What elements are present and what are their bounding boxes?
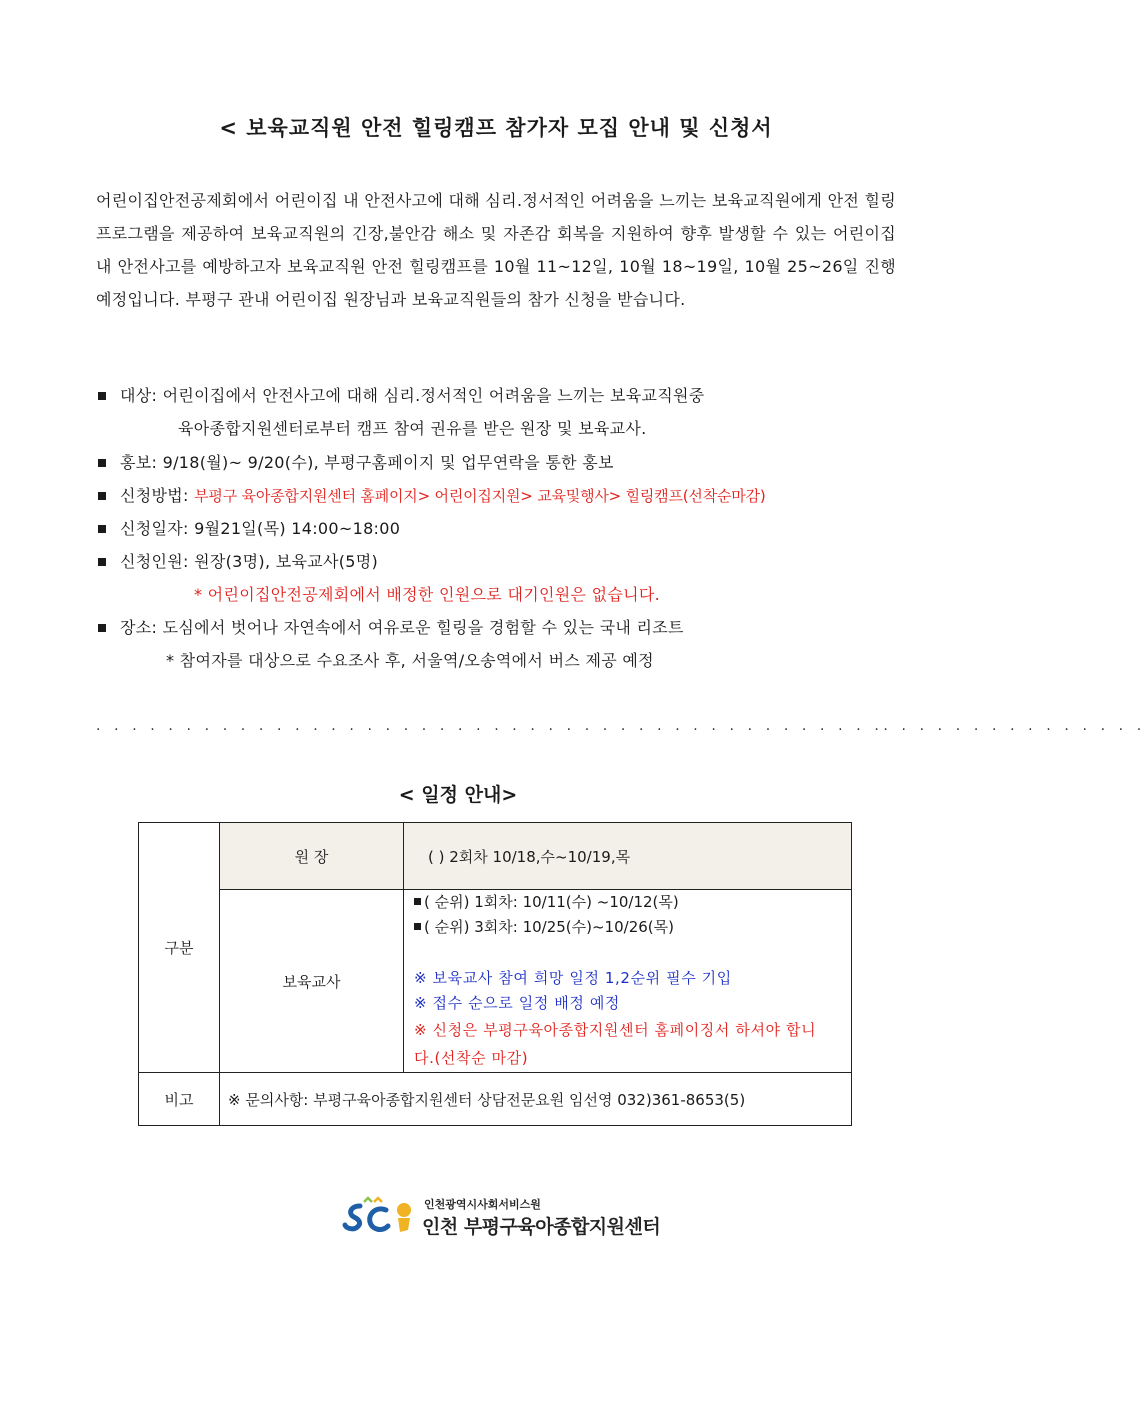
teacher-label: 보육교사 [220,890,404,1073]
schedule-title: < 일정 안내> [398,784,518,806]
remark-text: ※ 문의사항: 부평구육아종합지원센터 상담전문요원 임선영 032)361-8653(5) [220,1073,852,1126]
note-order: ※ 접수 순으로 일정 배정 예정 [414,994,620,1012]
category-cell: 구분 [139,823,220,1073]
teacher-option-2: ( 순위) 3회차: 10/25(수)~10/26(목) [414,915,831,940]
teacher-options-cell [404,890,852,1073]
info-date [96,518,896,540]
teacher-option-1: ( 순위) 1회차: 10/11(수) ~10/12(목) [414,890,831,915]
info-target [96,385,896,407]
people-text: 원장(3명), 보육교사(5명) [194,552,379,571]
checkbox-square-icon [414,898,421,905]
checkbox-square-icon [414,923,421,930]
promo-text: 9/18(월)~ 9/20(수), 부평구홈페이지 및 업무연락을 통한 홍보 [162,453,614,472]
bullet-icon [98,392,106,400]
center-logo [342,1192,662,1242]
director-value: ( ) 2회차 10/18,수~10/19,목 [404,823,852,890]
bullet-icon [98,525,106,533]
bullet-icon [98,492,106,500]
method-label: 신청방법: [120,486,189,505]
dotted-divider: . . . . . . . . . . . . . . . . . . . . . . . . . . . . . . . . . . . . . . . . . . . .. . . . . . . . . . . . . . . [96,718,1146,734]
people-note: * 어린이집안전공제회에서 배정한 인원으로 대기인원은 없습니다. [194,585,661,604]
bullet-icon [98,459,106,467]
note-apply: ※ 신청은 부평구육아종합지원센터 홈페이징서 하셔야 합니다.(선착순 마감) [414,1021,817,1067]
place-label: 장소: [120,618,158,637]
info-promo [96,452,896,474]
info-place [96,617,896,639]
method-text: 부평구 육아종합지원센터 홈페이지> 어린이집지원> 교육및행사> 힐링캠프(선착순마감) [194,487,766,505]
promo-label: 홍보: [120,453,158,472]
info-method [96,485,896,507]
director-label: 원 장 [220,823,404,890]
target-text: 어린이집에서 안전사고에 대해 심리.정서적인 어려움을 느끼는 보육교직원중 [162,386,705,405]
place-note: * 참여자를 대상으로 수요조사 후, 서울역/오송역에서 버스 제공 예정 [166,651,654,670]
note-priority: ※ 보육교사 참여 희망 일정 1,2순위 필수 기입 [414,969,732,987]
schedule-table [138,822,852,1126]
place-text: 도심에서 벗어나 자연속에서 여유로운 힐링을 경험할 수 있는 국내 리조트 [162,618,684,637]
logo-org-main: 인천 부평구육아종합지원센터 [422,1216,661,1238]
date-text: 9월21일(목) 14:00~18:00 [194,519,401,538]
logo-org-small: 인천광역시사회서비스원 [424,1198,541,1211]
remark-label: 비고 [139,1073,220,1126]
date-label: 신청일자: [120,519,189,538]
center-logo-mark-icon [342,1192,418,1242]
people-label: 신청인원: [120,552,189,571]
info-people [96,551,896,573]
target-text-cont: 육아종합지원센터로부터 캠프 참여 권유를 받은 원장 및 보육교사. [178,419,647,438]
bullet-icon [98,558,106,566]
document-title: < 보육교직원 안전 힐링캠프 참가자 모집 안내 및 신청서 [219,116,773,140]
bullet-icon [98,624,106,632]
intro-paragraph: 어린이집안전공제회에서 어린이집 내 안전사고에 대해 심리.정서적인 어려움을 느끼는 보육교직원에게 안전 힐링 프로그램을 제공하여 보육교직원의 긴장,불안감 해소 및 자존감 회복을 지원하여 향후 발생할 수 있는 어린이집 내 안전사고를 예방하고자 보육교직원 안전 힐링캠프를 10월 11~12일, 10월 18~19일, 10월 25~26일 진행예정입니다. 부평구 관내 어린이집 원장님과 보육교직원들의 참가 신청을 받습니다. [96,191,896,309]
target-label: 대상: [120,386,158,405]
